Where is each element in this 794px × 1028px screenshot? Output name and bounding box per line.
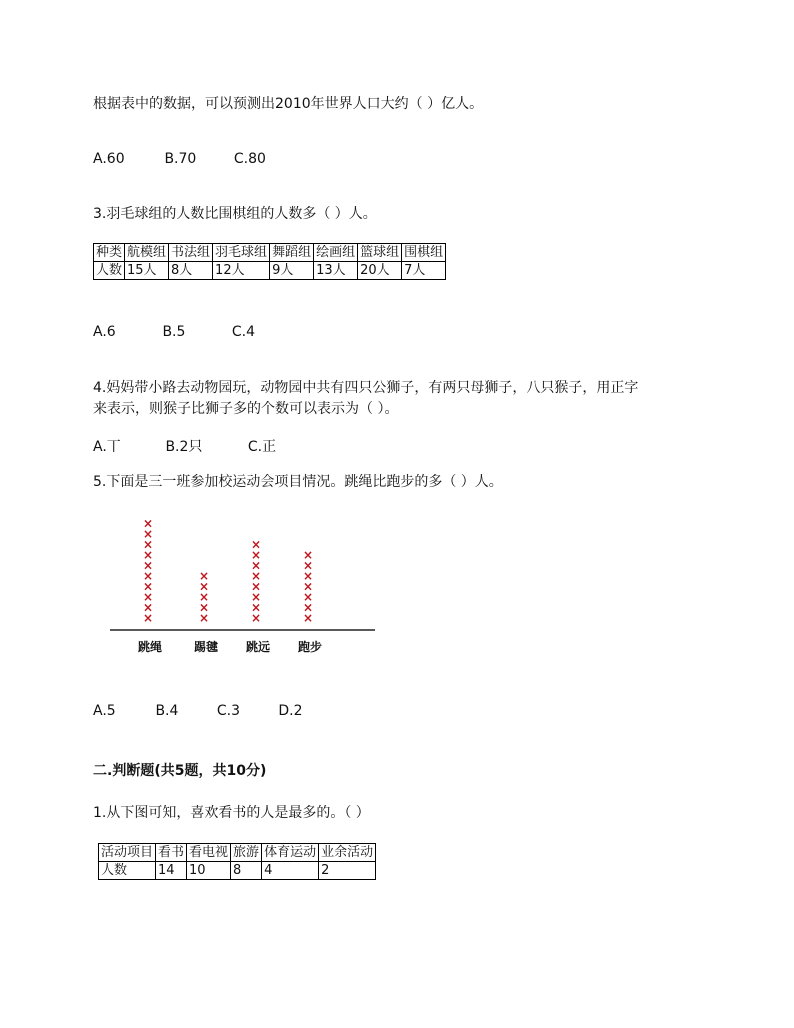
table-cell: 10: [187, 862, 231, 880]
table-row: [99, 862, 376, 880]
q2-option-a[interactable]: A.60: [93, 151, 125, 167]
q2-options: [93, 151, 266, 167]
table-cell: 看书: [156, 844, 187, 862]
tally-mark: ×: [250, 590, 262, 604]
tally-chart: [110, 510, 380, 660]
table-cell: 15人: [125, 262, 169, 280]
q4-option-b[interactable]: B.2只: [165, 439, 203, 455]
tally-mark: ×: [198, 579, 210, 594]
table-cell: 体育运动: [262, 844, 319, 862]
tally-mark: ×: [142, 579, 154, 594]
tally-mark: ×: [250, 579, 262, 594]
table-cell: 9人: [270, 262, 314, 280]
tally-mark: ×: [142, 558, 154, 573]
q2-option-b[interactable]: B.70: [164, 151, 197, 167]
tally-mark: ×: [302, 548, 314, 562]
table-cell: 绘画组: [314, 244, 358, 262]
q4-text-line2: 来表示，则猴子比狮子多的个数可以表示为（ ）。: [93, 401, 399, 417]
tally-mark: ×: [302, 579, 314, 594]
tally-mark: ×: [302, 600, 314, 615]
table-cell: 人数: [94, 262, 125, 280]
table-cell: 20人: [358, 262, 402, 280]
table-row: [94, 262, 446, 280]
tally-mark: ×: [142, 527, 154, 541]
q5-option-a[interactable]: A.5: [93, 703, 116, 719]
tally-mark: ×: [302, 611, 314, 625]
tally-mark: ×: [142, 548, 154, 562]
table-cell: 种类: [94, 244, 125, 262]
table-cell: 航模组: [125, 244, 169, 262]
tally-mark: ×: [198, 569, 210, 583]
table-cell: 12人: [213, 262, 270, 280]
tally-mark: ×: [250, 611, 262, 625]
tally-mark: ×: [142, 537, 154, 552]
q5-option-d[interactable]: D.2: [278, 703, 303, 719]
q5-text: 5.下面是三一班参加校运动会项目情况。跳绳比跑步的多（ ）人。: [93, 474, 503, 490]
table-cell: 书法组: [169, 244, 213, 262]
table-row: [94, 244, 446, 262]
table-cell: 2: [319, 862, 376, 880]
tally-mark: ×: [250, 558, 262, 573]
tally-mark: ×: [142, 611, 154, 625]
tally-mark: ×: [250, 537, 262, 552]
q3-option-c[interactable]: C.4: [231, 324, 256, 340]
category-label: 跑步: [297, 640, 323, 654]
q2-text: 根据表中的数据，可以预测出2010年世界人口大约（ ）亿人。: [93, 96, 484, 112]
table-cell: 8: [231, 862, 262, 880]
j1-text: 1.从下图可知，喜欢看书的人是最多的。（ ）: [93, 805, 370, 821]
q4-option-a[interactable]: A.丅: [93, 439, 121, 455]
category-label: 跳绳: [137, 640, 163, 654]
table-cell: 看电视: [187, 844, 231, 862]
q5-option-b[interactable]: B.4: [155, 703, 179, 719]
tally-mark: ×: [302, 558, 314, 573]
table-cell: 篮球组: [358, 244, 402, 262]
table-cell: 业余活动: [319, 844, 376, 862]
q3-options: [93, 324, 255, 340]
table-row: [99, 844, 376, 862]
q5-options: [93, 703, 303, 719]
q3-table: [93, 243, 446, 280]
tally-mark: ×: [250, 569, 262, 583]
q4-text-line1: 4.妈妈带小路去动物园玩，动物园中共有四只公狮子，有两只母狮子，八只猴子，用正字: [93, 380, 639, 396]
tally-mark: ×: [142, 516, 154, 531]
table-cell: 4: [262, 862, 319, 880]
q4-option-c[interactable]: C.正: [247, 439, 277, 455]
category-label: 跳远: [245, 640, 271, 654]
table-cell: 14: [156, 862, 187, 880]
j1-table: [98, 843, 376, 880]
tally-mark: ×: [250, 600, 262, 615]
tally-mark: ×: [198, 590, 210, 604]
table-cell: 旅游: [231, 844, 262, 862]
q3-option-b[interactable]: B.5: [162, 324, 186, 340]
q3-text: 3.羽毛球组的人数比围棋组的人数多（ ）人。: [93, 206, 377, 222]
table-cell: 8人: [169, 262, 213, 280]
q5-option-c[interactable]: C.3: [216, 703, 241, 719]
tally-mark: ×: [302, 590, 314, 604]
table-cell: 人数: [99, 862, 156, 880]
category-label: 踢毽: [193, 640, 219, 654]
q4-options: [93, 436, 276, 456]
q3-option-a[interactable]: A.6: [93, 324, 116, 340]
tally-mark: ×: [142, 590, 154, 604]
section2-title: 二.判断题(共5题，共10分): [93, 763, 267, 779]
table-cell: 13人: [314, 262, 358, 280]
table-cell: 舞蹈组: [270, 244, 314, 262]
tally-mark: ×: [250, 548, 262, 562]
table-cell: 围棋组: [402, 244, 446, 262]
tally-mark: ×: [142, 569, 154, 583]
q2-option-c[interactable]: C.80: [233, 151, 266, 167]
table-cell: 7人: [402, 262, 446, 280]
tally-mark: ×: [302, 569, 314, 583]
table-cell: 羽毛球组: [213, 244, 270, 262]
table-cell: 活动项目: [99, 844, 156, 862]
tally-mark: ×: [142, 600, 154, 615]
tally-mark: ×: [198, 600, 210, 615]
tally-mark: ×: [198, 611, 210, 625]
